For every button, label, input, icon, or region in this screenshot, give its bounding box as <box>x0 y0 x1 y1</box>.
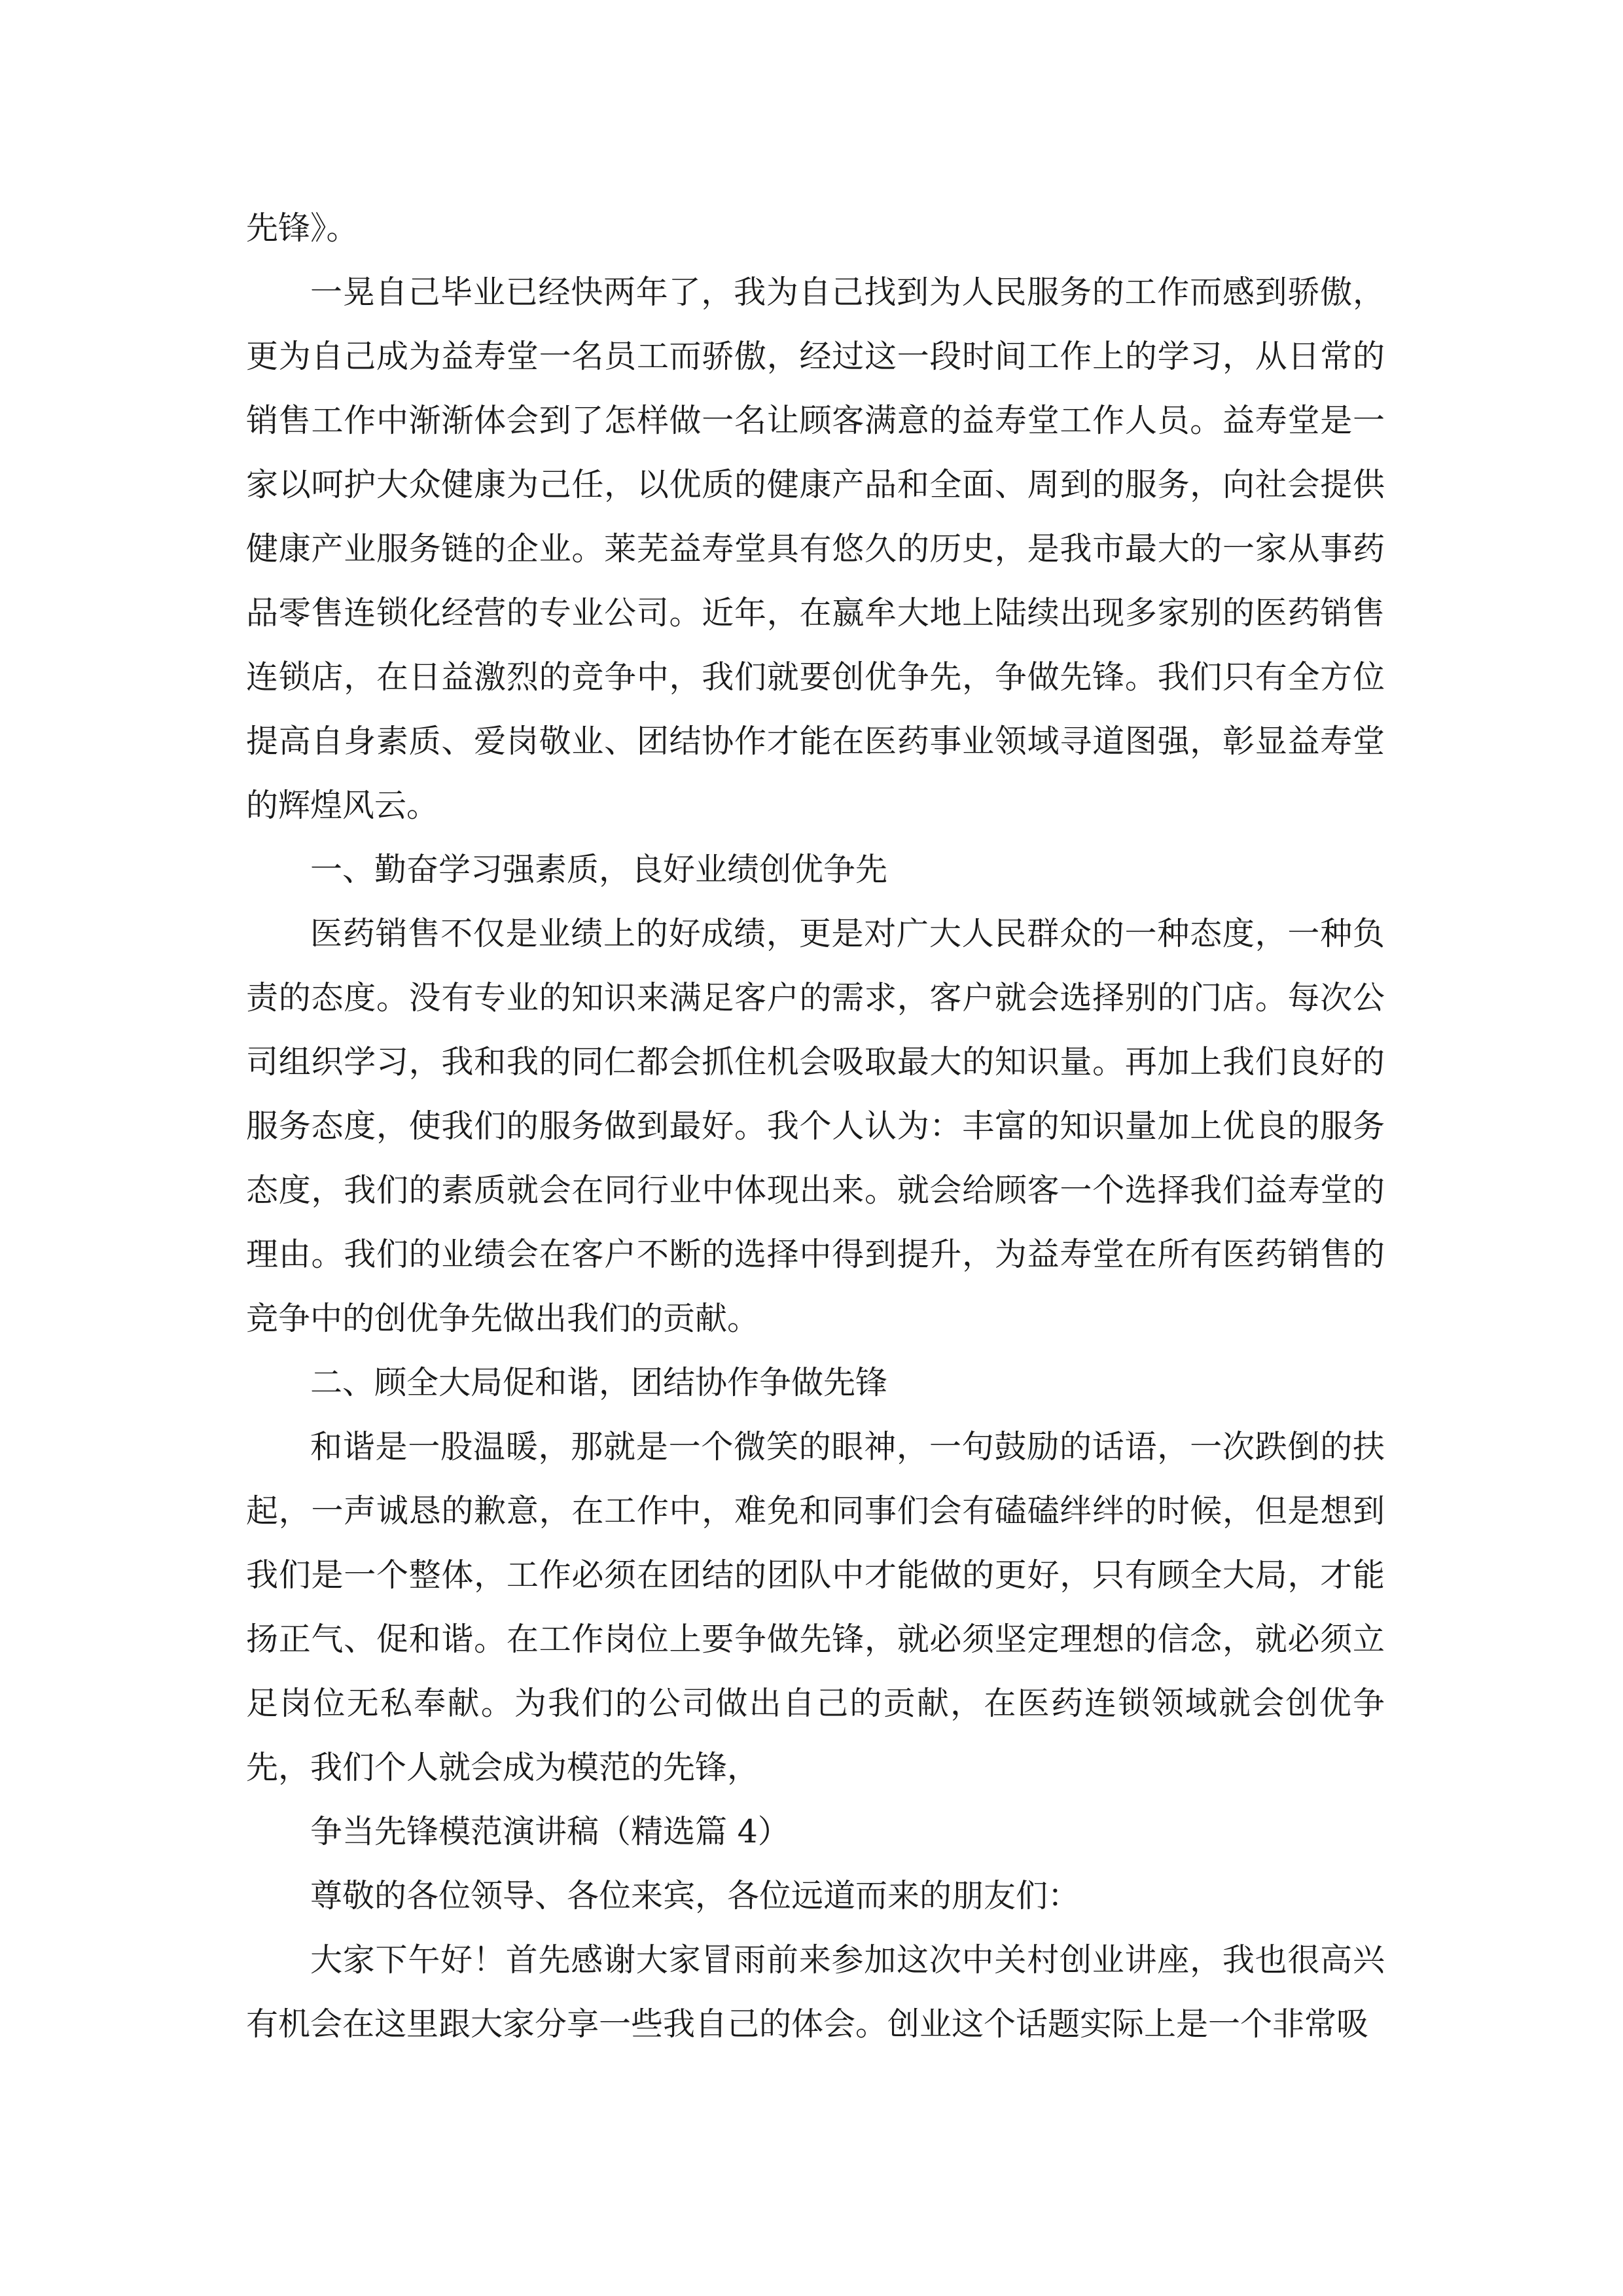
document-body <box>246 196 1385 2056</box>
paragraph-opening: 大家下午好！首先感谢大家冒雨前来参加这次中关村创业讲座，我也很高兴有机会在这里跟大家分享一些我自己的体会。创业这个话题实际上是一个非常吸 <box>246 1941 1385 2043</box>
article-title-4: 争当先锋模范演讲稿（精选篇 4） <box>310 1813 790 1850</box>
section-heading-2: 二、顾全大局促和谐，团结协作争做先锋 <box>310 1364 888 1401</box>
section-heading-1: 一、勤奋学习强素质，良好业绩创优争先 <box>310 851 888 888</box>
salutation: 尊敬的各位领导、各位来宾，各位远道而来的朋友们： <box>310 1877 1080 1914</box>
paragraph-section-2: 和谐是一股温暖，那就是一个微笑的眼神，一句鼓励的话语，一次跌倒的扶起，一声诚恳的歉意，在工作中，难免和同事们会有磕磕绊绊的时候，但是想到我们是一个整体，工作必须在团结的团队中才能做的更好，只有顾全大局，才能扬正气、促和谐。在工作岗位上要争做先锋，就必须坚定理想的信念，就必须立足岗位无私奉献。为我们的公司做出自己的贡献，在医药连锁领域就会创优争先，我们个人就会成为模范的先锋， <box>246 1428 1385 1786</box>
paragraph-continuation: 先锋》。 <box>246 209 359 247</box>
paragraph-intro: 一晃自己毕业已经快两年了，我为自己找到为人民服务的工作而感到骄傲，更为自己成为益寿堂一名员工而骄傲，经过这一段时间工作上的学习，从日常的销售工作中渐渐体会到了怎样做一名让顾客满意的益寿堂工作人员。益寿堂是一家以呵护大众健康为己任，以优质的健康产品和全面、周到的服务，向社会提供健康产业服务链的企业。莱芜益寿堂具有悠久的历史，是我市最大的一家从事药品零售连锁化经营的专业公司。近年，在嬴牟大地上陆续出现多家别的医药销售连锁店，在日益激烈的竞争中，我们就要创优争先，争做先锋。我们只有全方位提高自身素质、爱岗敬业、团结协作才能在医药事业领域寻道图强，彰显益寿堂的辉煌风云。 <box>246 274 1385 824</box>
paragraph-section-1: 医药销售不仅是业绩上的好成绩，更是对广大人民群众的一种态度，一种负责的态度。没有专业的知识来满足客户的需求，客户就会选择别的门店。每次公司组织学习，我和我的同仁都会抓住机会吸取最大的知识量。再加上我们良好的服务态度，使我们的服务做到最好。我个人认为：丰富的知识量加上优良的服务态度，我们的素质就会在同行业中体现出来。就会给顾客一个选择我们益寿堂的理由。我们的业绩会在客户不断的选择中得到提升，为益寿堂在所有医药销售的竞争中的创优争先做出我们的贡献。 <box>246 915 1385 1337</box>
